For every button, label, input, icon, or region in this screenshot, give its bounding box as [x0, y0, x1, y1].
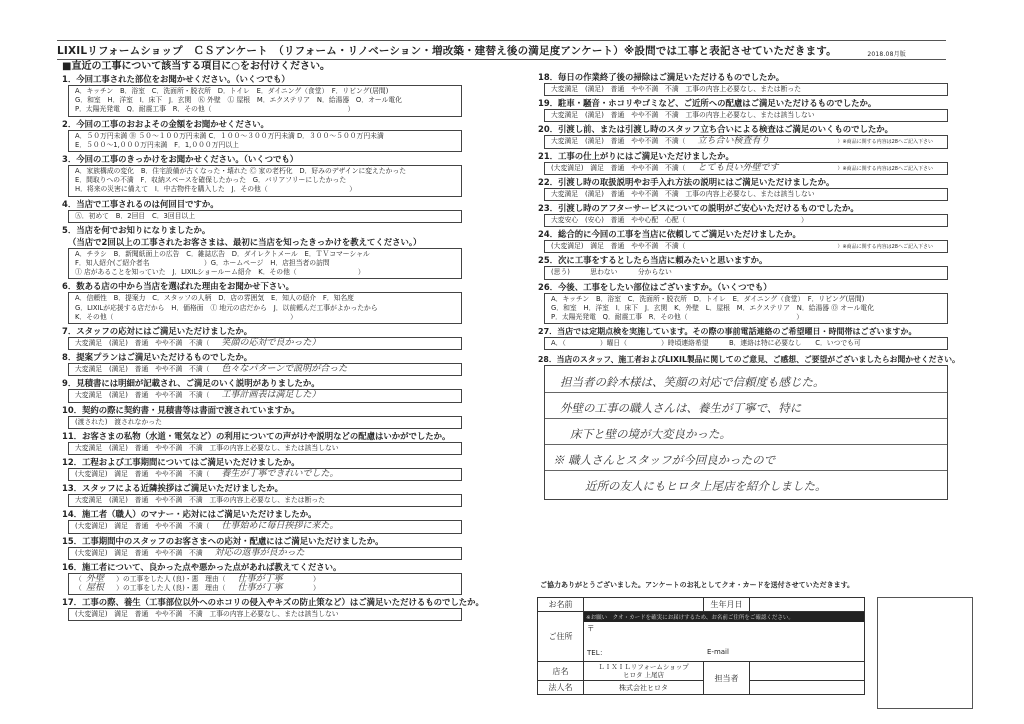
staff-field-2[interactable]: [750, 681, 865, 695]
q24-options[interactable]: [544, 240, 948, 253]
staff-label: 担当者: [704, 662, 750, 695]
q28-handwriting-line: 近所の友人にもヒロタ上尾店を紹介しました。: [585, 479, 827, 494]
section-title: ■直近の工事について該当する項目に○をお付けください。: [62, 61, 330, 72]
q28-handwriting-line: 担当者の鈴木様は、笑顔の対応で信頼度も感じた。: [560, 375, 825, 390]
q7-options[interactable]: [68, 337, 462, 350]
q23-choices: 大変安心 (安心) 普通 やや心配 心配（ ）: [551, 216, 808, 225]
q4-label: 4．当店で工事されるのは何回目ですか。: [62, 198, 219, 209]
q21-comment[interactable]: とても良い外壁です: [697, 162, 779, 173]
q7-label: 7．スタッフの応対にはご満足いただけましたか。: [62, 326, 253, 337]
stamp-box: [877, 597, 973, 709]
q10-label: 10．契約の際に契約書・見積書等は書面で渡されていますか。: [62, 404, 300, 415]
q3-line: E．間取りへの不満 F．収納スペースを確保したかった G．バリアフリーにしたかった: [75, 176, 347, 185]
q20-comment[interactable]: 立ち合い検査有り: [697, 136, 770, 147]
q14-comment[interactable]: 仕事始めに毎日挨拶に来た。: [221, 521, 339, 532]
q15-comment[interactable]: 対応の返事が良かった: [214, 547, 305, 558]
q5-line: F．知人紹介(ご紹介者名 ）G．ホームページ H．店担当者の訪問: [75, 259, 330, 268]
q6-options[interactable]: [68, 292, 462, 324]
q18-choices: 大変満足 (満足) 普通 やや不満 不満 工事の内容上必要なし、または断った: [551, 85, 801, 93]
q20-label: 20．引渡し前、または引渡し時のスタッフ立ち合いによる検査はご満足のいくものでしたか。: [538, 124, 894, 135]
q27-options[interactable]: [544, 337, 948, 350]
address-notice: ※お願い クオ・カードを確実にお届けするため、お名前ご住所をご確認ください。: [584, 612, 864, 622]
q26-line: A．キッチン B．浴室 C．洗面所・脱衣所 D．トイレ E．ダイニング（食堂） F．リビング(居間): [551, 294, 865, 303]
q2-line: A．５０万円未満 Ⓑ ５０～１００万円未満 C．１００～３００万円未満 D．３００～５００万円未満: [75, 131, 384, 140]
q20-note: ）※商品に関する内容は28へご記入下さい: [837, 139, 933, 146]
q25-choices: (思う) 思わない 分からない: [551, 268, 672, 277]
q16-part[interactable]: 外壁: [85, 573, 104, 584]
q5-options[interactable]: [68, 248, 462, 280]
q2-label: 2．今回の工事のおおよその金額をお聞かせください。: [62, 118, 269, 129]
right-column: [538, 71, 960, 500]
left-column: [62, 56, 484, 623]
q10-choices: (渡された) 渡されなかった: [75, 417, 162, 426]
q26-options[interactable]: [544, 293, 948, 325]
q25-options[interactable]: [544, 266, 948, 279]
q1-line: P．太陽光発電 Q．耐震工事 R．その他（ ）: [75, 105, 355, 114]
postal-mark: 〒: [587, 624, 595, 633]
q25-label: 25．次に工事をするとしたら当店に頼みたいと思いますか。: [538, 255, 768, 266]
q13-options[interactable]: [68, 494, 462, 507]
q6-line: G．LIXILが応援する店だから H．価格面 Ⓘ 地元の店だから J．以前頼んだ工事がよかったから: [75, 303, 378, 312]
q24-note: ）※商品に関する内容は28へご記入下さい: [837, 244, 933, 251]
q1-label: 1．今回工事された部位をお聞かせください。（いくつでも）: [62, 74, 290, 84]
q22-label: 22．引渡し時の取扱説明やお手入れ方法の説明にはご満足いただけましたか。: [538, 176, 835, 187]
q20-choices: 大変満足 (満足) 普通 やや不満 不満（: [551, 137, 686, 146]
q5-label: 5．当店を何でお知りになりましたか。: [62, 224, 211, 235]
q12-options[interactable]: [68, 468, 462, 481]
q11-label: 11．お客さまの私物（水道・電気など）の利用についての声がけや説明などの配慮はいかがでしたか。: [62, 430, 451, 441]
q16-row: （ 屋根 ）の工事をした人 (良)・悪 理由（ 仕事が丁寧 ）: [75, 583, 320, 594]
q18-options[interactable]: [544, 83, 948, 96]
q21-options[interactable]: [544, 162, 948, 175]
q11-options[interactable]: [68, 442, 462, 455]
q3-line: H．将来の災害に備えて I．中古物件を購入した J．その他（ ）: [75, 185, 356, 194]
name-label: お名前: [538, 598, 584, 612]
q12-choices: (大変満足) 満足 普通 やや不満 不満（: [75, 470, 210, 479]
q24-label: 24．総合的に今回の工事を当店に依頼してご満足いただけましたか。: [538, 229, 801, 240]
q3-label: 3．今回の工事のきっかけをお聞かせください。（いくつでも）: [62, 154, 299, 165]
q16-row-text: ）の工事をした人 (良)・悪 理由（: [116, 584, 226, 593]
q8-choices: 大変満足 (満足) 普通 やや不満 不満（: [75, 365, 210, 374]
q16-reason[interactable]: 仕事が丁寧: [237, 573, 283, 584]
q21-label: 21．工事の仕上がりにはご満足いただけましたか。: [538, 150, 734, 161]
q3-line: A．家族構成の変化 B．住宅設備が古くなった・壊れた Ⓒ 家の老朽化 D．好みのデザインに変えたかった: [75, 167, 407, 176]
contact-form: [537, 597, 865, 695]
q15-options[interactable]: [68, 547, 462, 560]
shop-branch-line: ヒロタ 上尾店: [622, 671, 665, 679]
q14-options[interactable]: [68, 520, 462, 533]
ruled-line: [545, 392, 947, 393]
q7-comment[interactable]: 笑顔の応対で良かった）: [221, 338, 321, 349]
q9-label: 9．見積書には明細が記載され、ご満足のいく説明がありましたか。: [62, 378, 320, 389]
q6-line: A．信頼性 B．提案力 C．スタッフの人柄 D．店の雰囲気 E．知人の紹介 F．知名度: [75, 294, 354, 303]
q9-comment[interactable]: 工事計画表は満足した）: [221, 390, 321, 401]
q28-label: 28．当店のスタッフ、施工者およびLIXIL製品に関してのご意見、ご感想、ご要望がございましたらお聞かせください。: [538, 355, 960, 365]
shop-name-line: ＬＩＸＩＬリフォームショップ: [598, 663, 689, 671]
q7-choices: 大変満足 (満足) 普通 やや不満 不満（: [75, 339, 210, 348]
corp-value: 株式会社ヒロタ: [584, 681, 704, 695]
q20-options[interactable]: [544, 135, 948, 148]
q16-label: 16．施工者について、良かった点や悪かった点があれば教えてください。: [62, 561, 342, 572]
q17-label: 17．工事の際、養生（工事部位以外へのホコリの侵入やキズの防止策など）はご満足いただけるものでしたか。: [62, 597, 484, 608]
ruled-line: [545, 418, 947, 419]
tel-label: TEL：: [587, 649, 607, 657]
email-label: E-mail: [707, 648, 729, 656]
ruled-line: [545, 470, 947, 471]
q26-line: P．太陽光発電 Q．耐震工事 R．その他（ ）: [551, 313, 804, 322]
q21-note: ）※商品に関する内容は28へご記入下さい: [837, 165, 933, 172]
q13-choices: 大変満足 (満足) 普通 やや不満 不満 工事の内容上必要なし、または断った: [75, 496, 325, 505]
q16-options[interactable]: [68, 573, 462, 595]
shop-label: 店名: [538, 662, 584, 681]
q16-reason[interactable]: 仕事が丁寧: [237, 583, 283, 594]
q1-options[interactable]: [68, 85, 462, 117]
address-label: ご住所: [538, 612, 584, 662]
q10-options[interactable]: [68, 416, 462, 429]
q9-choices: 大変満足 (満足) 普通 やや不満 不満（: [75, 391, 210, 400]
q28-handwriting-line: 床下と壁の境が大変良かった。: [570, 427, 731, 442]
q11-choices: 大変満足 (満足) 普通 やや不満 不満 工事の内容上必要なし、または該当しない: [75, 443, 339, 452]
corp-label: 法人名: [538, 681, 584, 695]
staff-field[interactable]: [750, 662, 865, 681]
q12-label: 12．工程および工事期間についてはご満足いただけましたか。: [62, 457, 300, 468]
q26-line: G．和室 H．洋室 I．床下 J．玄関 K．外壁 L．屋根 M．エクステリア N．給湯器 Ⓞ オール電化: [551, 303, 875, 312]
q28-handwriting-line: 外壁の工事の職人さんは、養生が丁寧で、特に: [560, 401, 802, 416]
q28-handwriting-line: ※ 職人さんとスタッフが今回良かったので: [553, 453, 776, 468]
ruled-line: [545, 444, 947, 445]
q28-comment-box[interactable]: [544, 365, 948, 500]
q27-label: 27．当店では定期点検を実施しています。その際の事前電話連絡のご希望曜日・時間帯はございますか。: [538, 327, 917, 337]
q16-part[interactable]: 屋根: [85, 583, 104, 594]
q27-choices: A．（ ）曜日（ ）時頃連絡希望 B．連絡は特に必要なし C．いつでも可: [551, 339, 861, 348]
q1-line: G．和室 H．洋室 I．床下 J．玄関 Ⓚ 外壁 Ⓛ 屋根 M．エクステリア N．給湯器 O．オール電化: [75, 96, 402, 105]
q23-options[interactable]: [544, 214, 948, 227]
q3-options[interactable]: [68, 165, 462, 197]
q19-label: 19．駐車・騒音・ホコリやゴミなど、ご近所への配慮はご満足いただけるものでしたか。: [538, 98, 877, 109]
q8-options[interactable]: [68, 363, 462, 376]
q4-line: Ⓐ．初めて B．2回目 C．3回目以上: [75, 211, 196, 220]
q9-options[interactable]: [68, 389, 462, 402]
q16-row: （ 外壁 ）の工事をした人 (良)・悪 理由（ 仕事が丁寧 ）: [75, 573, 320, 584]
q12-comment[interactable]: 養生が丁寧できれいでした。: [221, 469, 339, 480]
q14-choices: (大変満足) 満足 普通 やや不満 不満（: [75, 522, 210, 531]
birth-label: 生年月日: [704, 598, 750, 612]
q8-comment[interactable]: 色々なパターンで説明が合った: [221, 364, 348, 375]
q8-label: 8．提案プランはご満足いただけるものでしたか。: [62, 352, 253, 363]
q5-line: A．チラシ B．新聞紙面上の広告 C．雑誌広告 D．ダイレクトメール E．ＴＶコマーシャル: [75, 249, 370, 258]
q22-options[interactable]: [544, 188, 948, 201]
q2-line: E．５００～1,０００万円未満 F．1,０００万円以上: [75, 140, 239, 149]
thanks-message: ご協力ありがとうございました。アンケートのお礼としてクオ・カードを送付させていただきます。: [540, 581, 855, 589]
q22-choices: 大変満足 (満足) 普通 やや不満 不満 工事の内容上必要なし、または該当しない: [551, 189, 815, 198]
q17-options[interactable]: [68, 608, 462, 621]
version-label: 2018.08月版: [867, 51, 906, 58]
name-field[interactable]: [584, 598, 704, 612]
q14-label: 14．施工者（職人）のマナー・応対にはご満足いただけましたか。: [62, 509, 317, 520]
shop-value: [584, 662, 704, 681]
q15-label: 15．工事期間中のスタッフのお客さまへの応対・配慮にはご満足いただけましたか。: [62, 535, 384, 546]
q26-label: 26．今後、工事をしたい部位はございますか。（いくつでも）: [538, 281, 772, 292]
birth-field[interactable]: [750, 598, 865, 612]
address-field[interactable]: [584, 612, 865, 662]
q18-label: 18．毎日の作業終了後の掃除はご満足いただけるものでしたか。: [538, 72, 785, 82]
q19-choices: 大変満足 (満足) 普通 やや不満 不満 工事の内容上必要なし、または該当しない: [551, 111, 815, 120]
q2-options[interactable]: [68, 130, 462, 152]
q5-line: Ⓘ 店があることを知っていた J．LIXILショールーム紹介 K．その他（ ）: [75, 268, 365, 277]
q21-choices: (大変満足) 満足 普通 やや不満 不満（: [551, 163, 686, 172]
q1-line: A．キッチン B．浴室 C．洗面所・脱衣所 D．トイレ E．ダイニング（食堂） F．リビング(居間): [75, 87, 389, 95]
q4-options[interactable]: [68, 210, 462, 223]
title-text: LIXILリフォームショップ ＣＳアンケート （リフォーム・リノベーション・増改築・建替え後の満足度アンケート）※設問では工事と表記させていただきます。: [57, 45, 837, 57]
q5-sublabel: （当店で2回以上の工事されたお客さまは、最初に当店を知ったきっかけを教えてください。）: [68, 236, 422, 247]
q6-line: K．その他（ ）: [75, 312, 297, 321]
q24-choices: (大変満足) 満足 普通 やや不満 不満（: [551, 242, 788, 251]
q13-label: 13．スタッフによる近隣挨拶はご満足いただけましたか。: [62, 483, 284, 494]
q23-label: 23．引渡し時のアフターサービスについての説明がご安心いただけるものでしたか。: [538, 203, 859, 214]
q19-options[interactable]: [544, 109, 948, 122]
q15-choices: (大変満足) 満足 普通 やや不満 不満: [75, 548, 203, 557]
q6-label: 6．数ある店の中から当店を選ばれた理由をお聞かせ下さい。: [62, 281, 294, 292]
q17-choices: (大変満足) 満足 普通 やや不満 不満 工事の内容上必要なし、または該当しない: [75, 610, 339, 619]
q16-row-text: ）の工事をした人 (良)・悪 理由（: [116, 574, 226, 583]
